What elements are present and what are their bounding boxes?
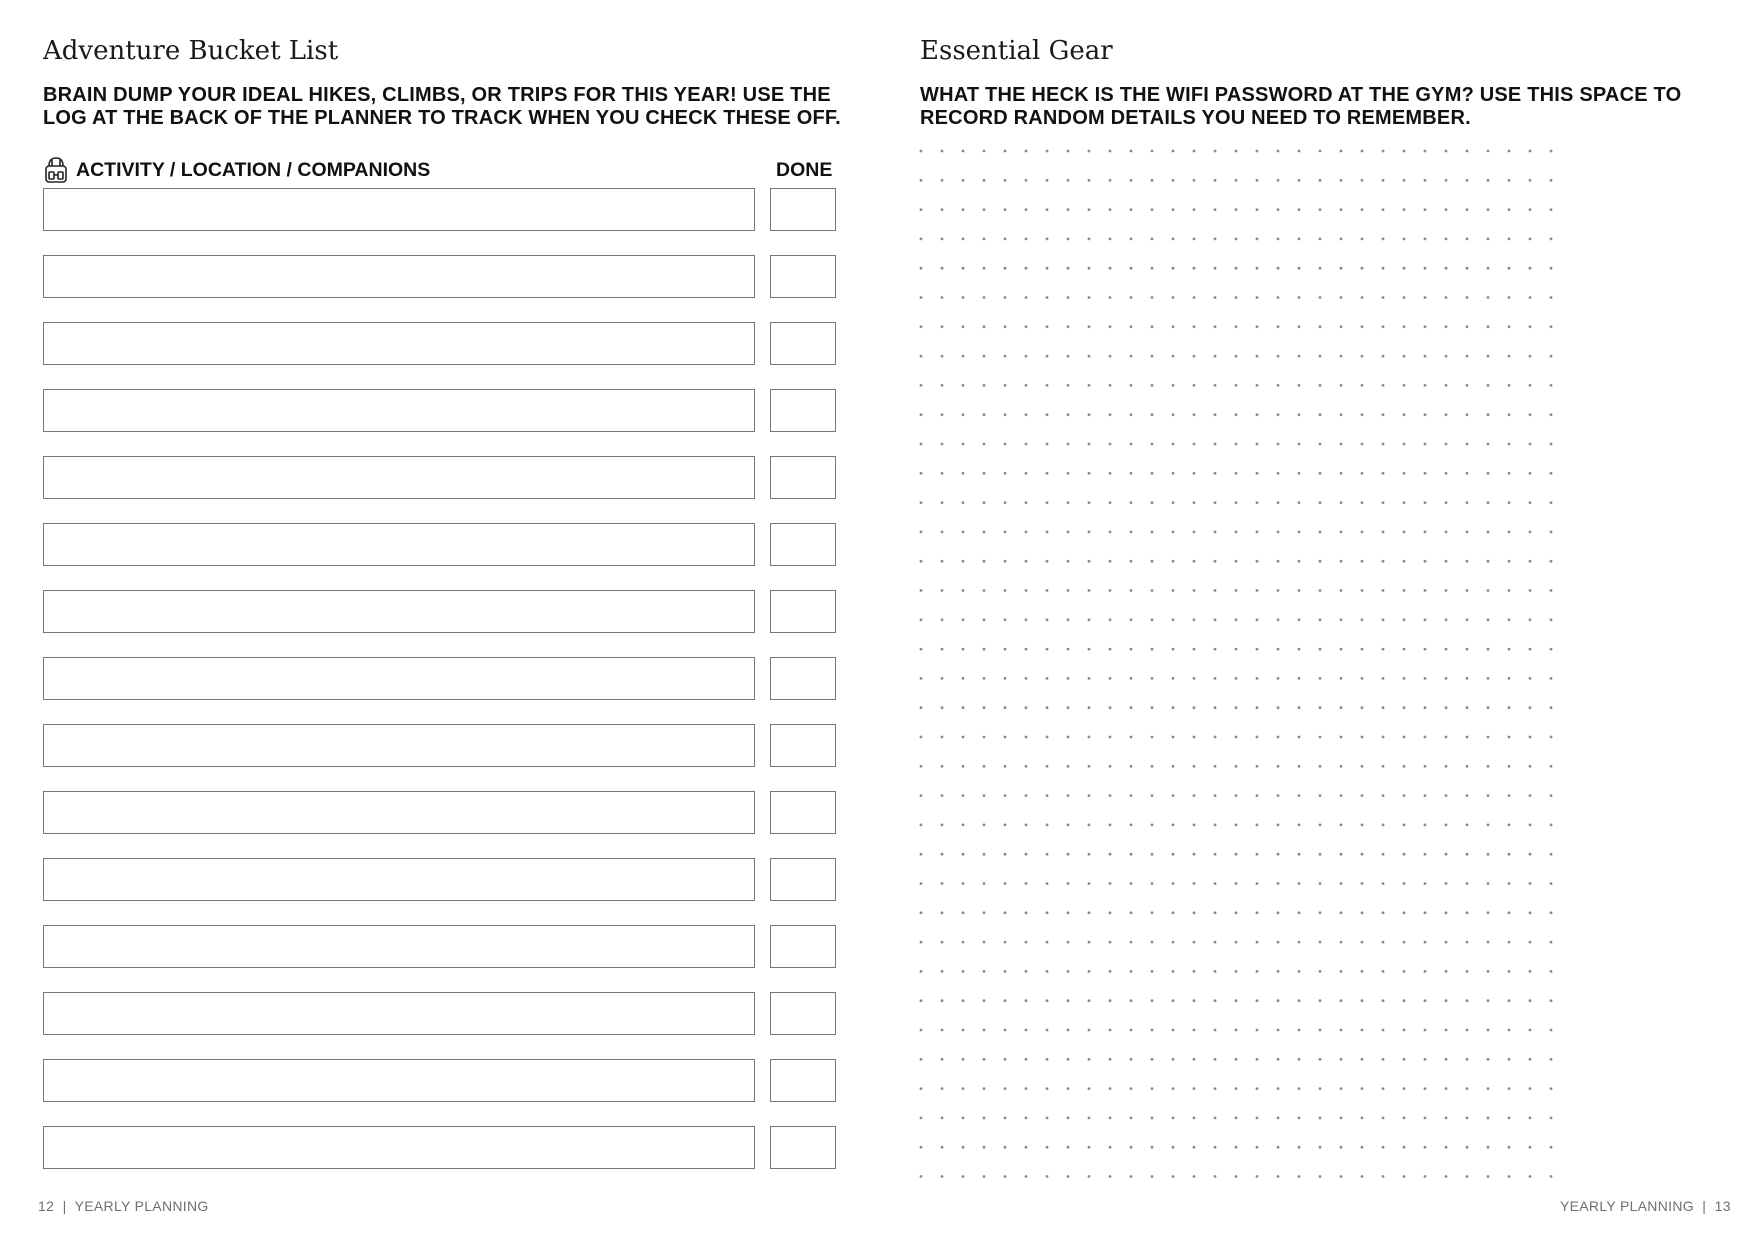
- activity-entry-field[interactable]: [43, 456, 755, 499]
- activity-entry-field[interactable]: [43, 992, 755, 1035]
- done-checkbox[interactable]: [770, 858, 836, 901]
- footer-left: [38, 1198, 209, 1214]
- done-checkbox[interactable]: [770, 322, 836, 365]
- activity-entry-field[interactable]: [43, 590, 755, 633]
- done-checkbox[interactable]: [770, 791, 836, 834]
- footer-label-left: YEARLY PLANNING: [74, 1198, 209, 1214]
- page-title-right: Essential Gear: [920, 36, 1113, 66]
- intro-line: LOG AT THE BACK OF THE PLANNER TO TRACK WHEN YOU CHECK THESE OFF.: [43, 107, 841, 129]
- activity-column-header: [43, 156, 430, 184]
- activity-column-label: ACTIVITY / LOCATION / COMPANIONS: [76, 158, 431, 181]
- done-checkbox[interactable]: [770, 590, 836, 633]
- done-column-header: [776, 156, 832, 184]
- done-checkbox[interactable]: [770, 925, 836, 968]
- done-checkbox[interactable]: [770, 188, 836, 231]
- done-checkbox[interactable]: [770, 255, 836, 298]
- page-title-left: Adventure Bucket List: [43, 36, 339, 66]
- intro-text-left: [43, 84, 841, 130]
- page-number-right: 13: [1714, 1198, 1731, 1214]
- activity-entry-field[interactable]: [43, 523, 755, 566]
- done-checkbox[interactable]: [770, 724, 836, 767]
- activity-entry-field[interactable]: [43, 1126, 755, 1169]
- activity-entry-field[interactable]: [43, 858, 755, 901]
- footer-label-right: YEARLY PLANNING: [1560, 1198, 1694, 1214]
- footer-right: [1560, 1198, 1731, 1214]
- backpack-icon: [43, 156, 69, 184]
- activity-entry-field[interactable]: [43, 389, 755, 432]
- activity-entry-field[interactable]: [43, 255, 755, 298]
- done-checkbox[interactable]: [770, 456, 836, 499]
- intro-line: BRAIN DUMP YOUR IDEAL HIKES, CLIMBS, OR TRIPS FOR THIS YEAR! USE THE: [43, 84, 831, 106]
- done-checkbox[interactable]: [770, 992, 836, 1035]
- intro-line: RECORD RANDOM DETAILS YOU NEED TO REMEMBER.: [920, 107, 1471, 129]
- page-number-left: 12: [38, 1198, 55, 1214]
- activity-entry-field[interactable]: [43, 1059, 755, 1102]
- done-checkbox[interactable]: [770, 523, 836, 566]
- activity-entry-field[interactable]: [43, 188, 755, 231]
- dot-grid-notes-area: [918, 145, 1703, 1185]
- activity-entry-field[interactable]: [43, 657, 755, 700]
- done-checkbox[interactable]: [770, 1126, 836, 1169]
- intro-line: WHAT THE HECK IS THE WIFI PASSWORD AT THE GYM? USE THIS SPACE TO: [920, 84, 1682, 106]
- activity-entry-field[interactable]: [43, 322, 755, 365]
- done-column-label: DONE: [776, 158, 833, 181]
- done-checkbox[interactable]: [770, 1059, 836, 1102]
- footer-separator: |: [54, 1198, 75, 1214]
- done-checkbox[interactable]: [770, 657, 836, 700]
- activity-entry-field[interactable]: [43, 724, 755, 767]
- intro-text-right: [920, 84, 1681, 130]
- done-checkbox[interactable]: [770, 389, 836, 432]
- activity-entry-field[interactable]: [43, 925, 755, 968]
- footer-separator: |: [1693, 1198, 1715, 1214]
- activity-entry-field[interactable]: [43, 791, 755, 834]
